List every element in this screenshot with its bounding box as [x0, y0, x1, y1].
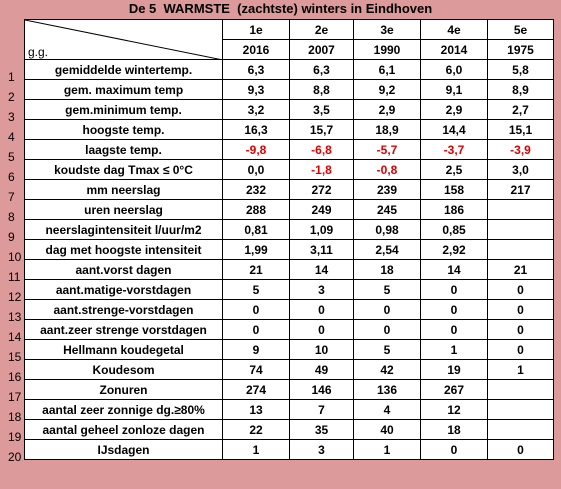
- row-number-column: [0, 67, 24, 467]
- row-number: 1: [8, 70, 15, 84]
- value-cell: -3,9: [488, 140, 554, 160]
- row-number: 10: [8, 250, 22, 264]
- value-cell: 14: [421, 260, 488, 280]
- table-row: [25, 380, 554, 400]
- value-cell: 158: [421, 180, 488, 200]
- value-cell: 0: [421, 320, 488, 340]
- value-cell: -9,8: [223, 140, 290, 160]
- row-label: aant.strenge-vorstdagen: [25, 300, 223, 320]
- year-header: 2016: [223, 40, 290, 60]
- table-row: [25, 420, 554, 440]
- value-cell: 272: [290, 180, 354, 200]
- value-cell: 217: [488, 180, 554, 200]
- value-cell: 2,7: [488, 100, 554, 120]
- value-cell: [488, 380, 554, 400]
- row-number: 12: [8, 290, 22, 304]
- row-label: dag met hoogste intensiteit: [25, 240, 223, 260]
- value-cell: 16,3: [223, 120, 290, 140]
- value-cell: 6,3: [290, 60, 354, 80]
- value-cell: 6,3: [223, 60, 290, 80]
- value-cell: 3: [290, 440, 354, 460]
- row-label: mm neerslag: [25, 180, 223, 200]
- value-cell: 0,81: [223, 220, 290, 240]
- value-cell: 2,92: [421, 240, 488, 260]
- value-cell: 9: [223, 340, 290, 360]
- row-number: 4: [8, 130, 15, 144]
- value-cell: 0: [421, 440, 488, 460]
- value-cell: 6,0: [421, 60, 488, 80]
- corner-label: g.g.: [28, 45, 49, 59]
- table-row: [25, 60, 554, 80]
- value-cell: 40: [354, 420, 421, 440]
- value-cell: 186: [421, 200, 488, 220]
- value-cell: 1: [223, 440, 290, 460]
- value-cell: 0: [421, 300, 488, 320]
- value-cell: 0: [223, 320, 290, 340]
- table-row: [25, 120, 554, 140]
- value-cell: 3,0: [488, 160, 554, 180]
- table-row: [25, 200, 554, 220]
- value-cell: 245: [354, 200, 421, 220]
- row-number: 16: [8, 370, 22, 384]
- value-cell: 5,8: [488, 60, 554, 80]
- value-cell: -6,8: [290, 140, 354, 160]
- value-cell: 22: [223, 420, 290, 440]
- value-cell: 21: [223, 260, 290, 280]
- row-number: 6: [8, 170, 15, 184]
- row-label: IJsdagen: [25, 440, 223, 460]
- value-cell: 6,1: [354, 60, 421, 80]
- value-cell: 18: [421, 420, 488, 440]
- row-label: aantal zeer zonnige dg.≥80%: [25, 400, 223, 420]
- value-cell: 1,09: [290, 220, 354, 240]
- value-cell: 4: [354, 400, 421, 420]
- value-cell: 1,99: [223, 240, 290, 260]
- year-header: 1975: [488, 40, 554, 60]
- table-row: [25, 260, 554, 280]
- value-cell: 5: [354, 340, 421, 360]
- rank-header: 1e: [223, 20, 290, 40]
- table-row: [25, 160, 554, 180]
- value-cell: 18,9: [354, 120, 421, 140]
- value-cell: -5,7: [354, 140, 421, 160]
- row-number: 3: [8, 110, 15, 124]
- row-label: gem. maximum temp: [25, 80, 223, 100]
- value-cell: 14,4: [421, 120, 488, 140]
- value-cell: 15,7: [290, 120, 354, 140]
- value-cell: 0,98: [354, 220, 421, 240]
- row-label: gem.minimum temp.: [25, 100, 223, 120]
- value-cell: 3,11: [290, 240, 354, 260]
- value-cell: 0: [488, 300, 554, 320]
- value-cell: 9,2: [354, 80, 421, 100]
- year-header: 2007: [290, 40, 354, 60]
- value-cell: 0: [488, 340, 554, 360]
- value-cell: 0: [488, 440, 554, 460]
- row-number: 7: [8, 190, 15, 204]
- value-cell: 0: [290, 320, 354, 340]
- table-row: [25, 440, 554, 460]
- row-number: 13: [8, 310, 22, 324]
- row-number: 11: [8, 270, 21, 284]
- rank-header: 3e: [354, 20, 421, 40]
- row-number: 15: [8, 350, 22, 364]
- row-number: 17: [8, 390, 22, 404]
- row-label: Hellmann koudegetal: [25, 340, 223, 360]
- value-cell: 0,85: [421, 220, 488, 240]
- value-cell: 1: [354, 440, 421, 460]
- value-cell: 10: [290, 340, 354, 360]
- row-number: 2: [8, 90, 15, 104]
- row-number: 20: [8, 450, 22, 464]
- value-cell: 5: [354, 280, 421, 300]
- value-cell: 3,2: [223, 100, 290, 120]
- year-header: 1990: [354, 40, 421, 60]
- value-cell: 0: [421, 280, 488, 300]
- value-cell: 8,8: [290, 80, 354, 100]
- table-row: [25, 240, 554, 260]
- row-label: uren neerslag: [25, 200, 223, 220]
- value-cell: 14: [290, 260, 354, 280]
- value-cell: 8,9: [488, 80, 554, 100]
- diagonal-divider: [25, 20, 223, 60]
- value-cell: 9,3: [223, 80, 290, 100]
- value-cell: 146: [290, 380, 354, 400]
- row-number: 14: [8, 330, 22, 344]
- table-row: [25, 100, 554, 120]
- value-cell: 12: [421, 400, 488, 420]
- value-cell: 5: [223, 280, 290, 300]
- table-row: [25, 320, 554, 340]
- row-number: 18: [8, 410, 22, 424]
- value-cell: 35: [290, 420, 354, 440]
- table-row: [25, 300, 554, 320]
- value-cell: 0: [488, 320, 554, 340]
- value-cell: 136: [354, 380, 421, 400]
- row-label: Koudesom: [25, 360, 223, 380]
- value-cell: -1,8: [290, 160, 354, 180]
- row-label: aant.zeer strenge vorstdagen: [25, 320, 223, 340]
- value-cell: 2,5: [421, 160, 488, 180]
- year-header: 2014: [421, 40, 488, 60]
- value-cell: 21: [488, 260, 554, 280]
- value-cell: 0: [290, 300, 354, 320]
- value-cell: 13: [223, 400, 290, 420]
- table-row: [25, 80, 554, 100]
- value-cell: 288: [223, 200, 290, 220]
- value-cell: 249: [290, 200, 354, 220]
- value-cell: 15,1: [488, 120, 554, 140]
- value-cell: -3,7: [421, 140, 488, 160]
- corner-cell: [25, 20, 223, 60]
- table-row: [25, 140, 554, 160]
- value-cell: 0: [223, 300, 290, 320]
- value-cell: 42: [354, 360, 421, 380]
- row-label: koudste dag Tmax ≤ 0°C: [25, 160, 223, 180]
- value-cell: 3: [290, 280, 354, 300]
- value-cell: 2,54: [354, 240, 421, 260]
- table-row: [25, 360, 554, 380]
- table-row: [25, 340, 554, 360]
- value-cell: [488, 420, 554, 440]
- value-cell: 7: [290, 400, 354, 420]
- value-cell: 267: [421, 380, 488, 400]
- value-cell: 2,9: [354, 100, 421, 120]
- value-cell: 1: [488, 360, 554, 380]
- row-number: 5: [8, 150, 15, 164]
- value-cell: [488, 220, 554, 240]
- row-label: Zonuren: [25, 380, 223, 400]
- row-number: 8: [8, 210, 15, 224]
- table-row: [25, 180, 554, 200]
- winter-stats-table: [24, 19, 554, 460]
- value-cell: -0,8: [354, 160, 421, 180]
- value-cell: 0: [354, 320, 421, 340]
- row-label: neerslagintensiteit l/uur/m2: [25, 220, 223, 240]
- row-label: hoogste temp.: [25, 120, 223, 140]
- value-cell: [488, 400, 554, 420]
- value-cell: 1: [421, 340, 488, 360]
- value-cell: 9,1: [421, 80, 488, 100]
- value-cell: [488, 200, 554, 220]
- value-cell: 2,9: [421, 100, 488, 120]
- value-cell: 0: [488, 280, 554, 300]
- row-number: 19: [8, 430, 22, 444]
- value-cell: 3,5: [290, 100, 354, 120]
- row-number: 9: [8, 230, 15, 244]
- value-cell: 239: [354, 180, 421, 200]
- row-label: aant.matige-vorstdagen: [25, 280, 223, 300]
- rank-header: 2e: [290, 20, 354, 40]
- value-cell: 49: [290, 360, 354, 380]
- value-cell: 0,0: [223, 160, 290, 180]
- rank-header: 5e: [488, 20, 554, 40]
- table-row: [25, 280, 554, 300]
- value-cell: 0: [354, 300, 421, 320]
- row-label: aantal geheel zonloze dagen: [25, 420, 223, 440]
- value-cell: 232: [223, 180, 290, 200]
- row-label: laagste temp.: [25, 140, 223, 160]
- rank-header: 4e: [421, 20, 488, 40]
- table-title: De 5 WARMSTE (zachtste) winters in Eindhoven: [128, 1, 433, 16]
- table-row: [25, 220, 554, 240]
- value-cell: 74: [223, 360, 290, 380]
- row-label: gemiddelde wintertemp.: [25, 60, 223, 80]
- value-cell: 18: [354, 260, 421, 280]
- value-cell: 274: [223, 380, 290, 400]
- value-cell: [488, 240, 554, 260]
- value-cell: 19: [421, 360, 488, 380]
- row-label: aant.vorst dagen: [25, 260, 223, 280]
- table-row: [25, 400, 554, 420]
- rank-header-row: [25, 20, 554, 40]
